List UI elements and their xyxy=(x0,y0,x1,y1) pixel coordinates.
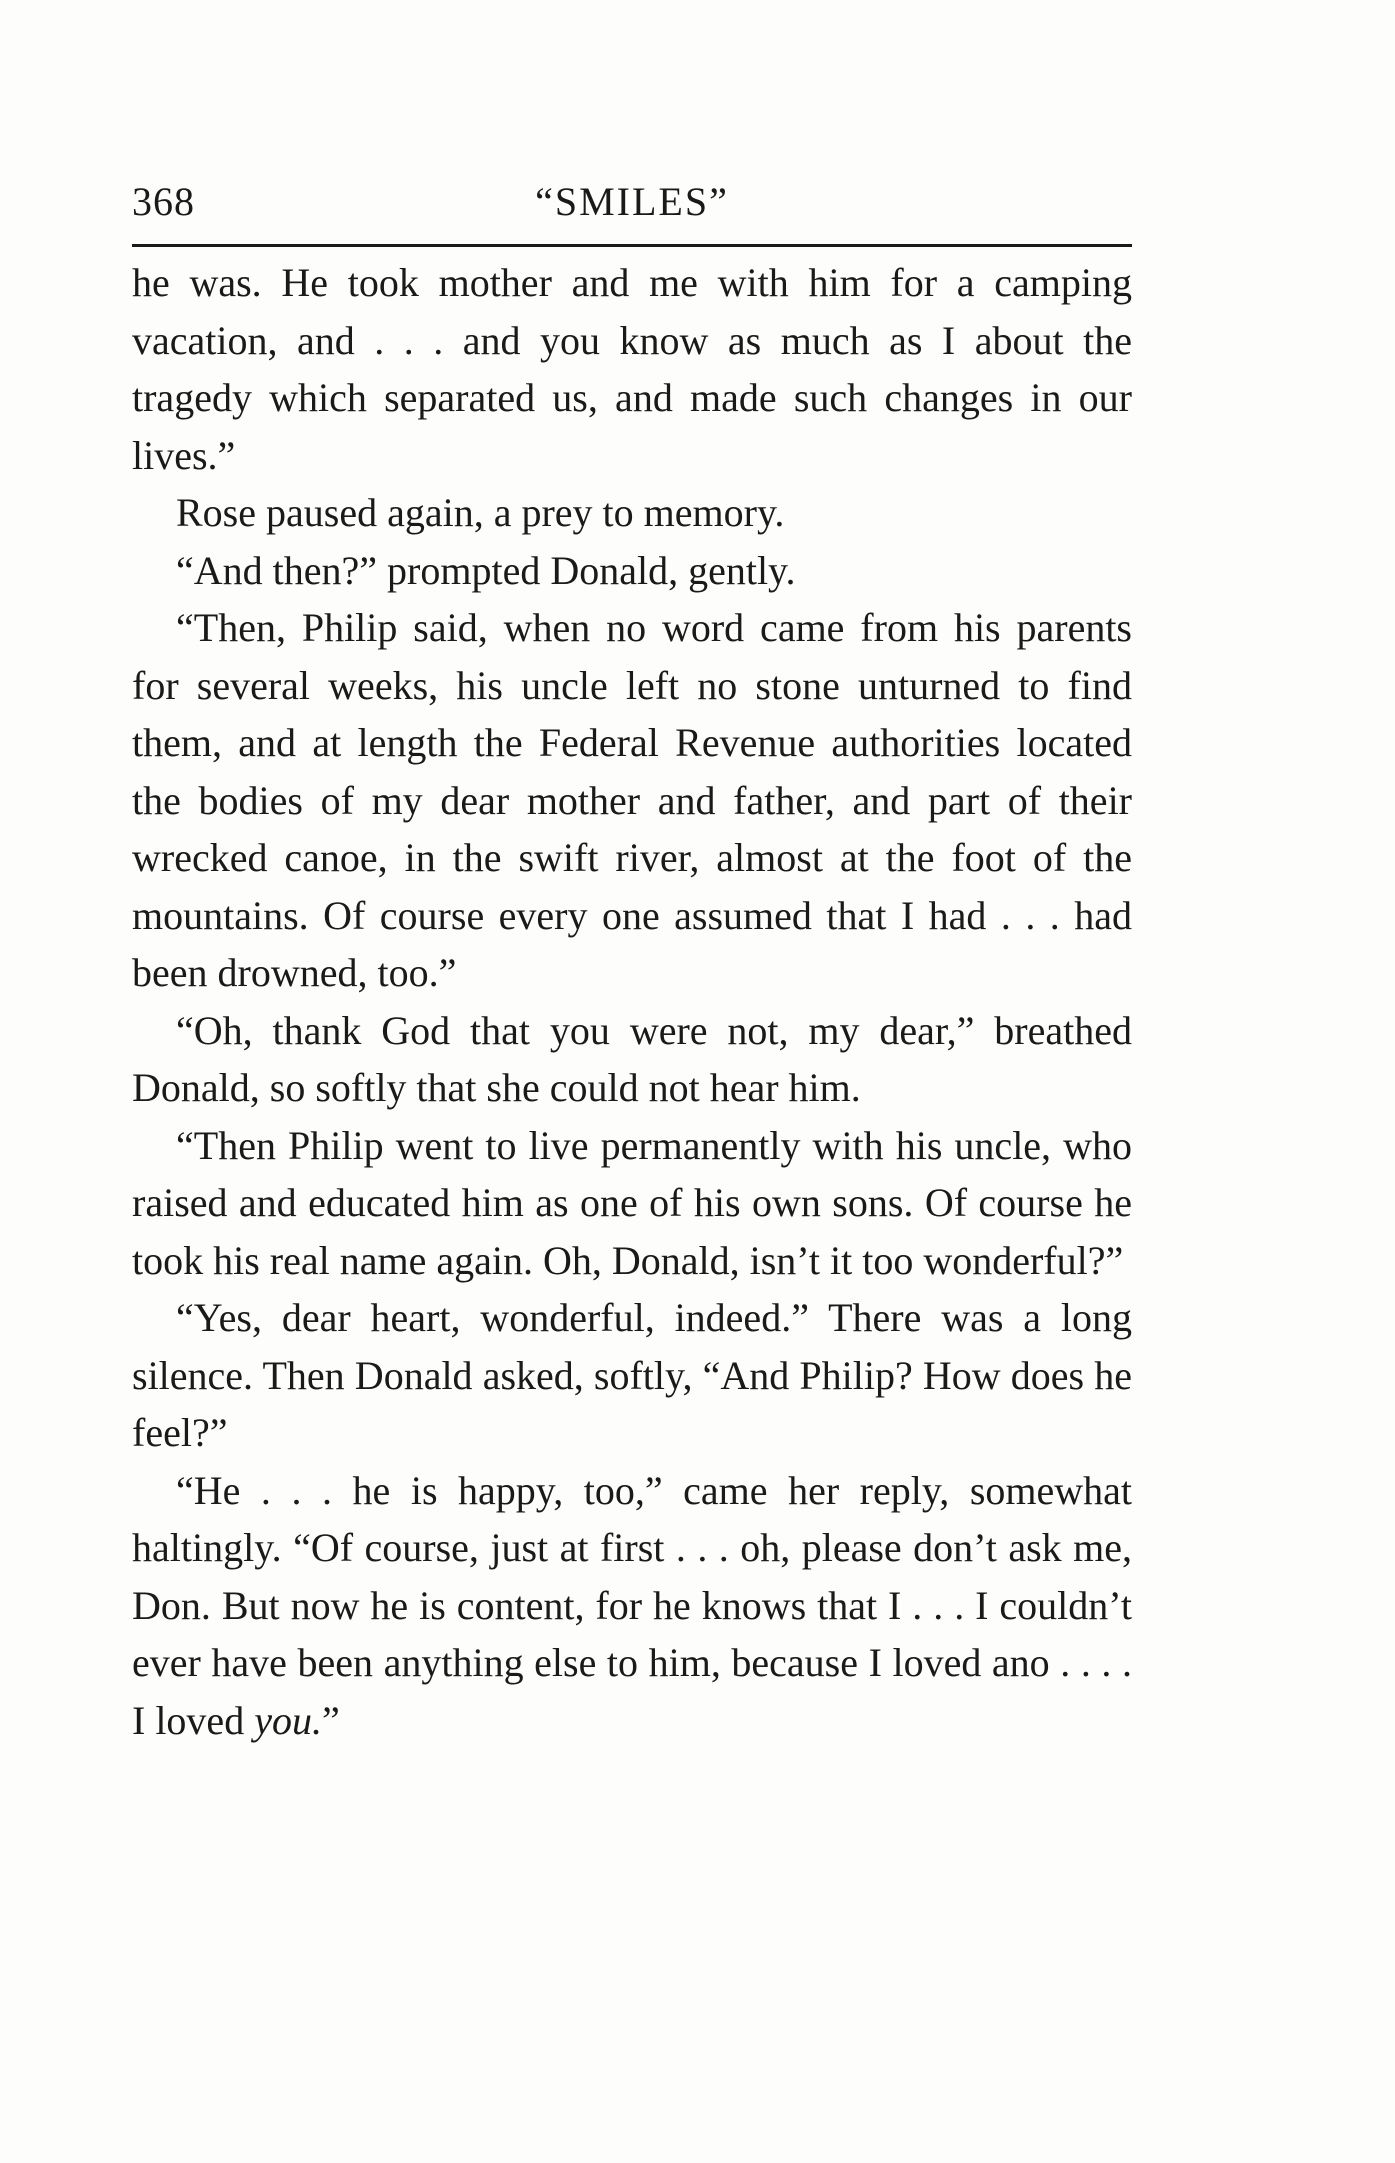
paragraph-8-italic: you. xyxy=(254,1697,322,1743)
paragraph-5: “Oh, thank God that you were not, my dear,” breathed Donald, so softly that she could not hear him. xyxy=(132,1007,1132,1110)
header-rule xyxy=(132,244,1132,247)
paragraph-8-close-quote: ” xyxy=(321,1697,340,1743)
paragraph-7: “Yes, dear heart, wonderful, indeed.” There was a long silence. Then Donald asked, softly, “And Philip? How does he feel?” xyxy=(132,1295,1132,1455)
page-header xyxy=(132,172,1132,232)
running-head-title: “SMILES” xyxy=(535,179,729,224)
page-number: 368 xyxy=(132,179,195,224)
page-body xyxy=(132,254,1132,1749)
paragraph-8 xyxy=(132,1462,1132,1750)
paragraph-1: he was. He took mother and me with him for a camping vacation, and . . . and you know as much as I about the tragedy which separated us, and made such changes in our lives.” xyxy=(132,260,1132,478)
paragraph-8-text: “He . . . he is happy, too,” came her reply, somewhat haltingly. “Of course, just at first . . . oh, please don’t ask me, Don. But now he is content, for he knows that I . . . I couldn’t ever have been anything else to him, because I loved ano . . . . I loved xyxy=(132,1467,1132,1743)
paragraph-3: “And then?” prompted Donald, gently. xyxy=(176,547,796,593)
paragraph-6: “Then Philip went to live permanently with his uncle, who raised and educated him as one of his own sons. Of course he took his real name again. Oh, Donald, isn’t it too wonderful?” xyxy=(132,1122,1132,1283)
paragraph-2: Rose paused again, a prey to memory. xyxy=(176,490,785,535)
paragraph-4: “Then, Philip said, when no word came from his parents for several weeks, his uncle left no stone unturned to find them, and at length the Federal Revenue authorities located the bodies of my dear mother and father, and part of their wrecked canoe, in the swift river, almost at the foot of the mountains. Of course every one assumed that I had . . . had been drowned, too.” xyxy=(132,605,1132,995)
